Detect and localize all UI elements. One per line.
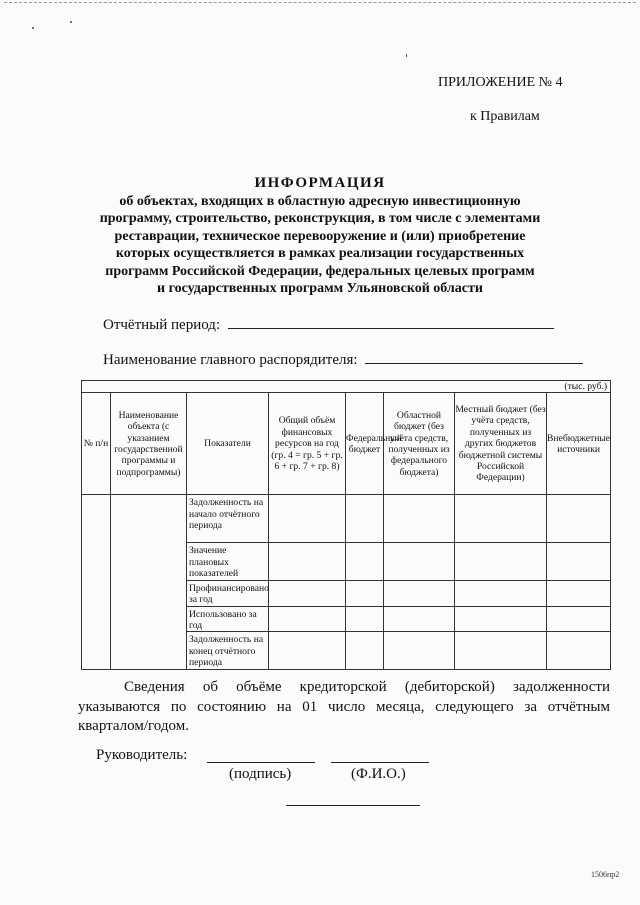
table-cell[interactable] <box>346 632 384 670</box>
subtitle-line: реставрации, техническое перевооружение и (или) приобретение <box>114 228 526 244</box>
table-cell[interactable] <box>455 606 547 632</box>
column-header-local: Местный бюджет (без учёта средств, полученных из других бюджетов бюджетной системы Российской Федерации) <box>455 393 547 495</box>
table-cell[interactable] <box>384 495 455 543</box>
table-cell[interactable] <box>269 606 346 632</box>
table-cell[interactable] <box>455 543 547 580</box>
indicator-label: Задолженность на начало отчётного периода <box>187 495 269 543</box>
table-cell[interactable] <box>346 606 384 632</box>
footer-code: 1506пр2 <box>591 870 620 879</box>
subtitle-line: программу, строительство, реконструкция, в том числе с элементами <box>99 211 541 227</box>
column-header-object: Наименование объекта (с указанием государственной программы и подпрограммы) <box>111 393 187 495</box>
closing-line <box>286 805 420 806</box>
indicator-label: Значение плановых показателей <box>187 543 269 580</box>
appendix-to-rules: к Правилам <box>470 109 540 124</box>
cell-object[interactable] <box>111 495 187 670</box>
full-name-caption: (Ф.И.О.) <box>351 766 406 782</box>
debt-note: Сведения об объёме кредиторской (дебиторской) задолженности указываются по состоянию на 01 число месяца, следующего за отчётным кварталом/годом. <box>78 679 610 734</box>
chief-manager-field <box>103 349 583 369</box>
scan-speck <box>70 21 72 23</box>
scan-speck <box>406 54 407 57</box>
cell-number[interactable] <box>82 495 111 670</box>
scan-edge-line <box>4 2 636 3</box>
report-period-field <box>103 314 554 334</box>
table-cell[interactable] <box>547 632 611 670</box>
subtitle-line: которых осуществляется в рамках реализации государственных <box>115 246 525 262</box>
subtitle-line: об объектах, входящих в областную адресную инвестиционную <box>119 194 521 209</box>
investment-table <box>81 380 611 670</box>
chief-manager-blank[interactable] <box>365 349 583 364</box>
table-cell[interactable] <box>455 580 547 606</box>
indicator-label: Задолженность на конец отчётного периода <box>187 632 269 670</box>
chief-manager-label: Наименование главного распорядителя: <box>103 352 358 368</box>
table-cell[interactable] <box>384 543 455 580</box>
table-cell[interactable] <box>269 632 346 670</box>
column-header-total: Общий объём финансовых ресурсов на год (гр. 4 = гр. 5 + гр. 6 + гр. 7 + гр. 8) <box>269 393 346 495</box>
scan-speck <box>32 27 34 29</box>
indicator-label: Профинансировано за год <box>187 580 269 606</box>
appendix-number: ПРИЛОЖЕНИЕ № 4 <box>438 75 563 90</box>
table-cell[interactable] <box>269 543 346 580</box>
table-cell[interactable] <box>346 543 384 580</box>
table-cell[interactable] <box>269 580 346 606</box>
report-period-blank[interactable] <box>228 314 554 329</box>
column-header-offbudget: Внебюджетные источники <box>547 393 611 495</box>
units-label: (тыс. руб.) <box>82 381 611 393</box>
signature-caption: (подпись) <box>229 766 292 782</box>
table-cell[interactable] <box>547 495 611 543</box>
full-name-blank[interactable] <box>331 762 429 763</box>
table-cell[interactable] <box>384 632 455 670</box>
signature-blank[interactable] <box>207 762 315 763</box>
table-cell[interactable] <box>346 580 384 606</box>
table-cell[interactable] <box>384 580 455 606</box>
table-cell[interactable] <box>547 606 611 632</box>
table-cell[interactable] <box>547 543 611 580</box>
column-header-federal: Федеральный бюджет <box>346 393 384 495</box>
table-cell[interactable] <box>547 580 611 606</box>
subtitle-line: и государственных программ Ульяновской области <box>157 281 483 297</box>
subtitle-line: программ Российской Федерации, федеральных целевых программ <box>105 263 535 279</box>
manager-label: Руководитель: <box>96 747 188 763</box>
table-cell[interactable] <box>455 632 547 670</box>
document-title: ИНФОРМАЦИЯ <box>254 175 386 191</box>
column-header-number: № п/н <box>82 393 111 495</box>
table-cell[interactable] <box>269 495 346 543</box>
column-header-indicators: Показатели <box>187 393 269 495</box>
table-cell[interactable] <box>384 606 455 632</box>
column-header-regional: Областной бюджет (без учёта средств, полученных из федерального бюджета) <box>384 393 455 495</box>
indicator-label: Использовано за год <box>187 606 269 632</box>
report-period-label: Отчётный период: <box>103 317 221 333</box>
table-cell[interactable] <box>455 495 547 543</box>
document-subtitle <box>90 193 550 297</box>
table-row <box>82 495 611 543</box>
table-cell[interactable] <box>346 495 384 543</box>
